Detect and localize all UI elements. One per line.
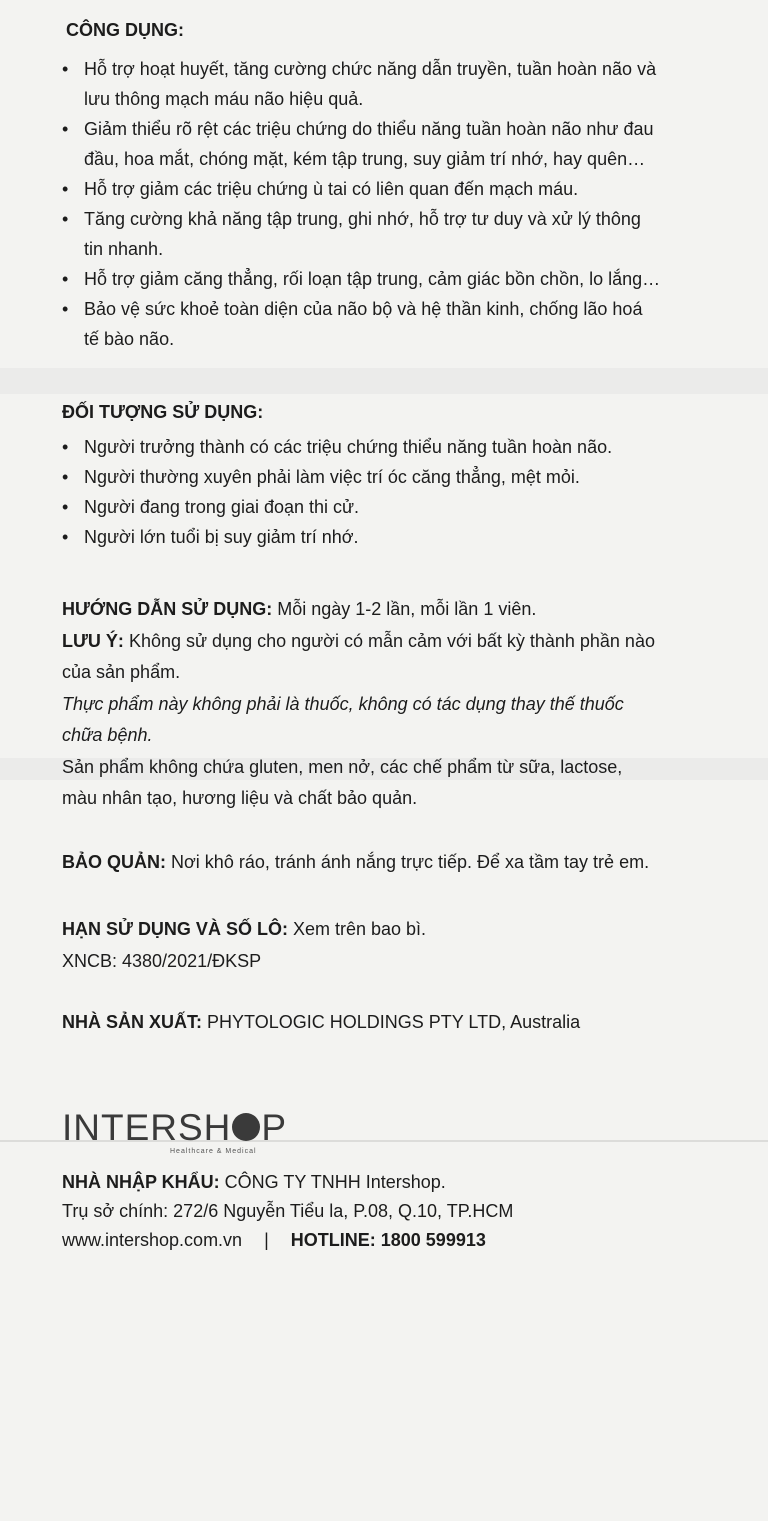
nha-nhap-khau-section	[0, 1168, 768, 1255]
nha-san-xuat-line: NHÀ SẢN XUẤT: PHYTOLOGIC HOLDINGS PTY LTD, Australia	[62, 1012, 581, 1032]
list-item: • Hỗ trợ hoạt huyết, tăng cường chức năng dẫn truyền, tuần hoàn não và lưu thông mạch máu não hiệu quả.	[62, 59, 657, 109]
luu-y-line: LƯU Ý: Không sử dụng cho người có mẫn cảm với bất kỳ thành phần nào	[62, 630, 655, 651]
composition-note-2: màu nhân tạo, hương liệu và chất bảo quản.	[62, 788, 418, 808]
website-link: www.intershop.com.vn	[62, 1230, 243, 1250]
list-item: • Người lớn tuổi bị suy giảm trí nhớ.	[62, 527, 359, 547]
doi-tuong-section	[0, 400, 768, 552]
importer-address: Trụ sở chính: 272/6 Nguyễn Tiểu la, P.08, Q.10, TP.HCM	[62, 1201, 514, 1221]
composition-note-1: Sản phẩm không chứa gluten, men nở, các chế phẩm từ sữa, lactose,	[62, 756, 623, 777]
doi-tuong-list	[0, 432, 768, 552]
separator: |	[264, 1230, 269, 1250]
list-item: • Bảo vệ sức khoẻ toàn diện của não bộ và hệ thần kinh, chống lão hoá tế bào não.	[62, 299, 643, 349]
xncb-number: XNCB: 4380/2021/ĐKSP	[62, 951, 262, 971]
cong-dung-list	[0, 54, 768, 354]
importer-line: NHÀ NHẬP KHẨU: CÔNG TY TNHH Intershop.	[62, 1172, 446, 1192]
contact-line	[62, 1226, 768, 1255]
han-su-dung-line: HẠN SỬ DỤNG VÀ SỐ LÔ: Xem trên bao bì.	[62, 919, 427, 939]
logo-tagline: Healthcare & Medical	[170, 1148, 257, 1155]
list-item: • Người trưởng thành có các triệu chứng thiểu năng tuần hoàn não.	[62, 437, 613, 457]
disclaimer-line-2: chữa bệnh.	[62, 725, 153, 745]
list-item: • Hỗ trợ giảm các triệu chứng ù tai có liên quan đến mạch máu.	[62, 179, 579, 199]
list-item: • Người đang trong giai đoạn thi cử.	[62, 497, 360, 517]
list-item: • Người thường xuyên phải làm việc trí óc căng thẳng, mệt mỏi.	[62, 467, 580, 487]
bao-quan-line: BẢO QUẢN: Nơi khô ráo, tránh ánh nắng trực tiếp. Để xa tầm tay trẻ em.	[62, 852, 650, 872]
list-item: • Hỗ trợ giảm căng thẳng, rối loạn tập trung, cảm giác bồn chồn, lo lắng…	[62, 269, 661, 289]
fold-shadow	[0, 368, 768, 394]
globe-icon	[232, 1113, 260, 1141]
cong-dung-heading: CÔNG DỤNG:	[66, 20, 184, 40]
disclaimer-line-1: Thực phẩm này không phải là thuốc, không có tác dụng thay thế thuốc	[62, 693, 624, 714]
doi-tuong-heading: ĐỐI TƯỢNG SỬ DỤNG:	[62, 402, 264, 422]
cong-dung-section	[0, 18, 768, 354]
luu-y-line-2: của sản phẩm.	[62, 662, 181, 682]
usage-section	[0, 594, 768, 815]
hotline: HOTLINE: 1800 599913	[290, 1230, 486, 1250]
list-item: • Giảm thiểu rõ rệt các triệu chứng do thiểu năng tuần hoàn não như đau đầu, hoa mắt, chóng mặt, kém tập trung, suy giảm trí nhớ, hay quên…	[62, 119, 654, 169]
intershop-logo: INTERSH P Healthcare & Medical	[62, 1107, 288, 1155]
han-su-dung-section	[0, 913, 768, 977]
list-item: • Tăng cường khả năng tập trung, ghi nhớ, hỗ trợ tư duy và xử lý thông tin nhanh.	[62, 209, 641, 259]
huong-dan-line: HƯỚNG DẪN SỬ DỤNG: Mỗi ngày 1-2 lần, mỗi lần 1 viên.	[62, 599, 537, 619]
